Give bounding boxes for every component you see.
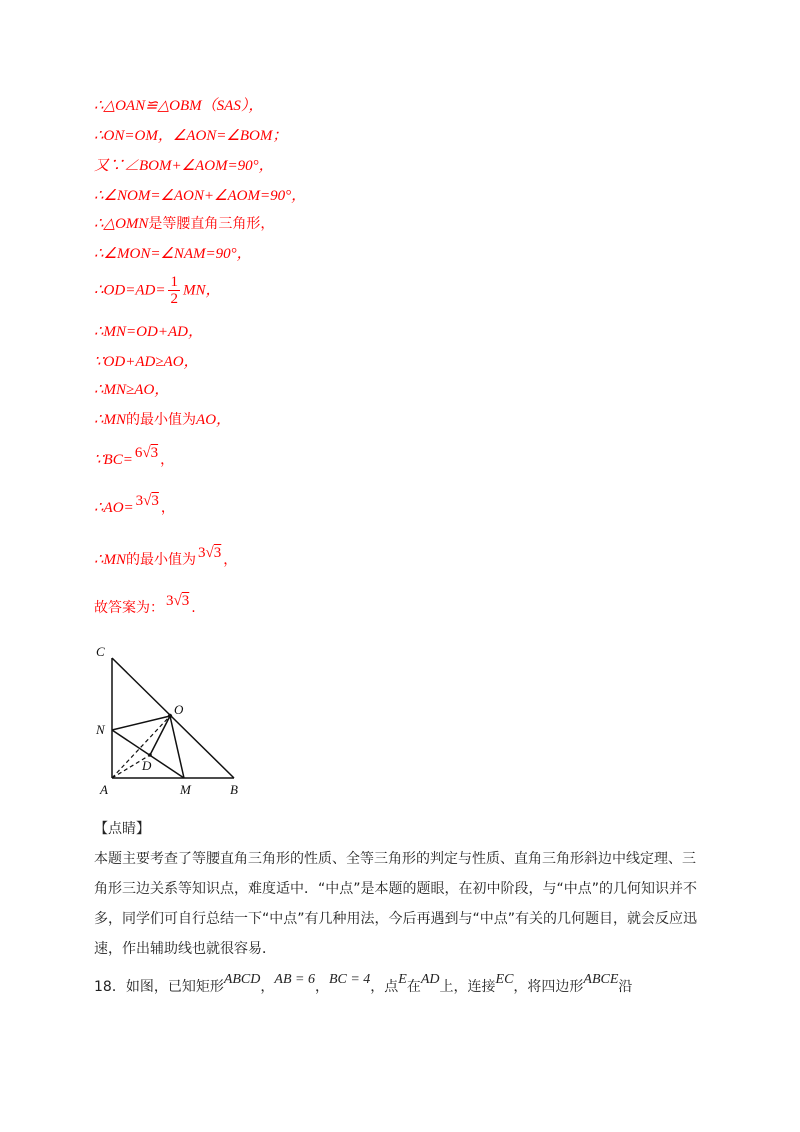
solution-line-7: ∴OD=AD= $\frac{1}{2}$ MN， (94, 274, 221, 307)
label-n: N (96, 722, 105, 737)
solution-line-11: ∴MN的最小值为AO， (94, 412, 232, 428)
final-answer-line: 故答案为： 3√3 . (94, 593, 196, 616)
solution-line-9: ∵OD+AD≥AO， (94, 354, 199, 370)
comment-heading: 【点睛】 (94, 821, 150, 837)
dashed-segment-ao (112, 716, 170, 778)
segment-od (150, 716, 170, 755)
solution-line-12: ∵BC= 6√3 ， (94, 445, 175, 468)
radical-expression: 3√3 (198, 545, 222, 561)
solution-line-6: ∴∠MON=∠NAM=90°， (94, 246, 252, 262)
comment-body: 本题主要考查了等腰直角三角形的性质、全等三角形的判定与性质、直角三角形斜边中线定理、三角形三边关系等知识点，难度适中．“中点”是本题的题眼，在初中阶段，与“中点”的几何知识并不多，同学们可自行总结一下“中点”有几种用法，今后再遇到与“中点”有关的几何题目，就会反应迅速，作出辅助线也就很容易． (94, 851, 698, 957)
solution-line-10: ∴MN≥AO， (94, 382, 170, 398)
solution-line-4: ∴∠NOM=∠AON+∠AOM=90°， (94, 188, 307, 204)
label-d: D (142, 758, 152, 773)
question-18: 18．如图，已知矩形ABCD，AB = 6，BC = 4，点E在AD上，连接EC，将四边形ABCE沿 (94, 972, 633, 995)
label-o: O (174, 702, 184, 717)
label-c: C (96, 644, 105, 659)
geometry-figure (88, 640, 258, 800)
radical-expression: 6√3 (134, 445, 159, 461)
solution-line-13: ∴AO= 3√3 ， (94, 493, 175, 516)
fraction-one-half: $\frac{1}{2}$ (170, 274, 178, 307)
segment-no (112, 716, 170, 730)
solution-line-1: ∴△OAN≌△OBM（SAS）， (94, 98, 264, 114)
label-b: B (230, 782, 238, 797)
point-d (148, 753, 152, 757)
point-o (168, 714, 172, 718)
solution-line-14: ∴MN的最小值为 3√3 ， (94, 545, 238, 568)
label-m: M (180, 782, 191, 797)
segment-om (170, 716, 184, 778)
solution-line-5: ∴△OMN是等腰直角三角形， (94, 216, 275, 232)
radical-expression: 3√3 (135, 493, 159, 509)
solution-line-8: ∴MN=OD+AD， (94, 324, 203, 340)
segment-cb (112, 658, 234, 778)
solution-line-3: 又∵∠BOM+∠AOM=90°， (94, 158, 274, 174)
solution-line-2: ∴ON=OM，∠AON=∠BOM； (94, 128, 288, 144)
radical-expression: 3√3 (166, 593, 190, 609)
label-a: A (100, 782, 108, 797)
